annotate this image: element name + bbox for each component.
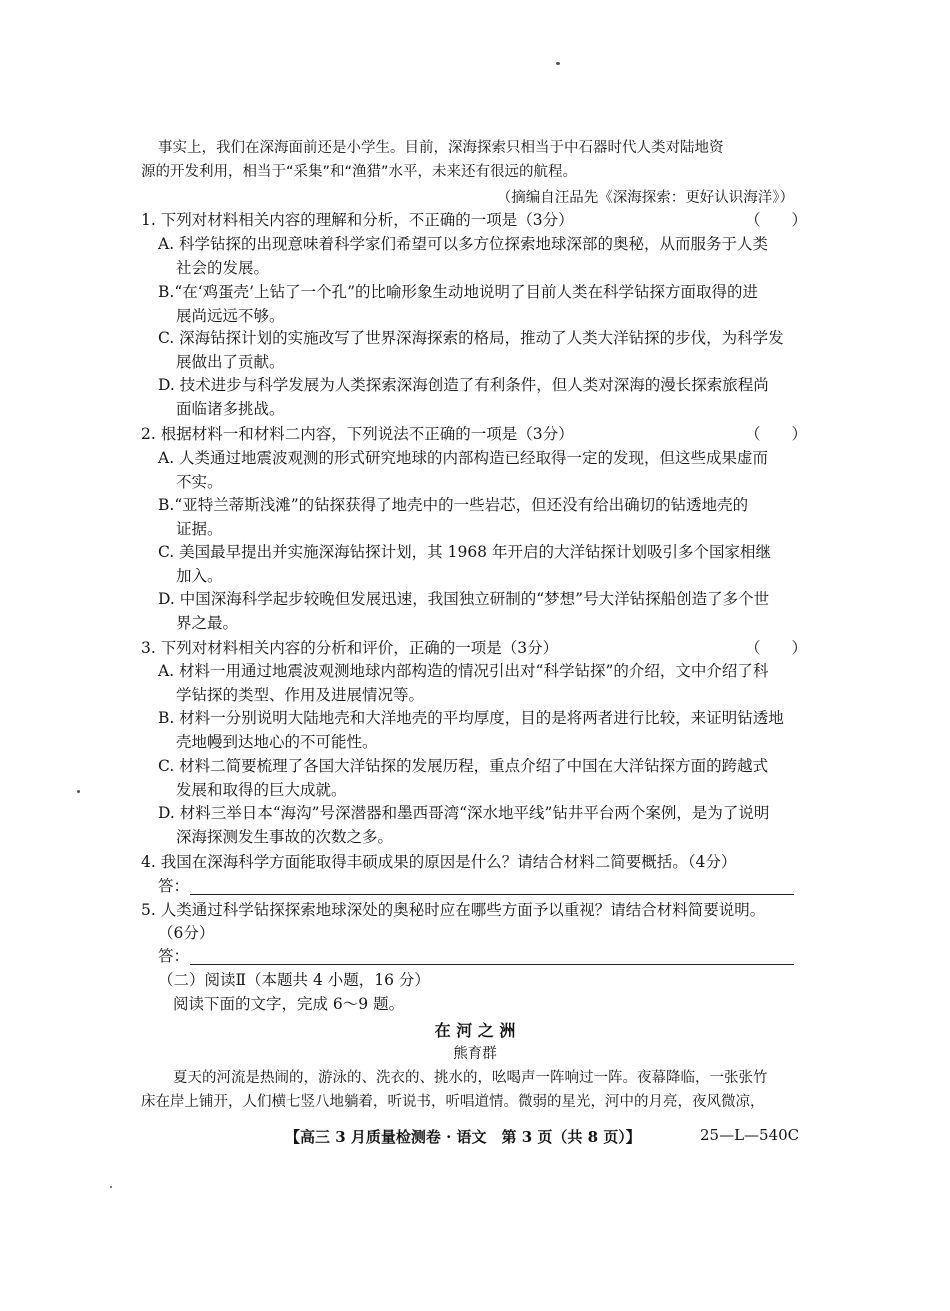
scan-speck xyxy=(110,1186,112,1188)
q2-option-d[interactable]: D. 中国深海科学起步较晚但发展迅速，我国独立研制的“梦想”号大洋钻探船创造了多个世 界之最。 xyxy=(158,590,770,632)
intro-line-2: 源的开发利用，相当于“采集”和“渔猎”水平，未来还有很远的航程。 xyxy=(141,164,578,180)
q3-option-a[interactable]: A. 材料一用通过地震波观测地球内部构造的情况引出对“科学钻探”的介绍，文中介绍了科 学钻探的类型、作用及进展情况等。 xyxy=(158,662,769,704)
q4-answer-label: 答： xyxy=(158,877,190,895)
q5-score: （6分） xyxy=(158,924,215,942)
footer-code: 25—L—540C xyxy=(700,1126,800,1144)
scan-speck xyxy=(77,790,80,793)
q1-option-a[interactable]: A. 科学钻探的出现意味着科学家们希望可以多方位探索地球深部的奥秘，从而服务于人类 社会的发展。 xyxy=(158,235,769,277)
intro-source: （摘编自汪品先《深海探索：更好认识海洋》） xyxy=(496,190,794,206)
q2-option-a[interactable]: A. 人类通过地震波观测的形式研究地球的内部构造已经取得一定的发现，但这些成果虚而 不实。 xyxy=(158,449,769,491)
scan-speck xyxy=(556,62,560,65)
q5-answer-rule xyxy=(190,964,794,965)
q5-stem: 5. 人类通过科学钻探探索地球深处的奥秘时应在哪些方面予以重视？请结合材料简要说明。 xyxy=(141,901,766,919)
q5-answer-line[interactable] xyxy=(158,944,794,968)
q5-answer-label: 答： xyxy=(158,947,190,965)
passage-title: 在 河 之 洲 xyxy=(434,1021,516,1040)
q1-answer-paren[interactable]: （ ） xyxy=(745,211,808,229)
q1-option-c[interactable]: C. 深海钻探计划的实施改写了世界深海探索的格局，推动了人类大洋钻探的步伐，为科学发 展做出了贡献。 xyxy=(158,329,784,371)
q4-answer-line[interactable] xyxy=(158,874,794,898)
q4-answer-rule xyxy=(190,894,794,895)
passage-line-1: 夏天的河流是热闹的，游泳的、洗衣的、挑水的，吆喝声一阵响过一阵。夜幕降临，一张张竹 xyxy=(173,1070,768,1086)
passage-line-2: 床在岸上铺开，人们横七竖八地躺着，听说书，听唱道情。微弱的星光，河中的月亮，夜风微凉， xyxy=(141,1094,765,1110)
q1-option-d[interactable]: D. 技术进步与科学发展为人类探索深海创造了有利条件，但人类对深海的漫长探索旅程尚 面临诸多挑战。 xyxy=(158,376,769,418)
reading2-instruction: 阅读下面的文字，完成 6～9 题。 xyxy=(173,995,405,1013)
q3-stem: 3. 下列对材料相关内容的分析和评价，正确的一项是（3分） xyxy=(141,639,559,657)
passage-author: 熊育群 xyxy=(453,1046,497,1062)
q3-answer-paren[interactable]: （ ） xyxy=(745,639,808,657)
q3-option-c[interactable]: C. 材料二简要梳理了各国大洋钻探的发展历程，重点介绍了中国在大洋钻探方面的跨越式 发展和取得的巨大成就。 xyxy=(158,757,769,799)
reading2-heading: （二）阅读Ⅱ（本题共 4 小题，16 分） xyxy=(158,971,430,989)
q3-option-d[interactable]: D. 材料三举日本“海沟”号深潜器和墨西哥湾“深水地平线”钻井平台两个案例，是为了说明 深海探测发生事故的次数之多。 xyxy=(158,804,770,846)
q2-option-c[interactable]: C. 美国最早提出并实施深海钻探计划，其 1968 年开启的大洋钻探计划吸引多个国家相继 加入。 xyxy=(158,543,771,585)
footer-title: 【高三 3 月质量检测卷 · 语文 第 3 页（共 8 页）】 xyxy=(285,1128,641,1146)
intro-line-1: 事实上，我们在深海面前还是小学生。目前，深海探索只相当于中石器时代人类对陆地资 xyxy=(158,140,724,156)
q2-answer-paren[interactable]: （ ） xyxy=(745,425,808,443)
q1-option-b[interactable]: B.“在‘鸡蛋壳’上钻了一个孔”的比喻形象生动地说明了目前人类在科学钻探方面取得的进 展尚远远不够。 xyxy=(158,283,759,325)
q1-stem: 1. 下列对材料相关内容的理解和分析，不正确的一项是（3分） xyxy=(141,211,574,229)
q4-stem: 4. 我国在深海科学方面能取得丰硕成果的原因是什么？请结合材料二简要概括。（4分） xyxy=(141,853,737,871)
q3-option-b[interactable]: B. 材料一分别说明大陆地壳和大洋地壳的平均厚度，目的是将两者进行比较，来证明钻透地 壳地幔到达地心的不可能性。 xyxy=(158,709,784,751)
q2-option-b[interactable]: B.“亚特兰蒂斯浅滩”的钻探获得了地壳中的一些岩芯，但还没有给出确切的钻透地壳的 证据。 xyxy=(158,496,749,538)
q2-stem: 2. 根据材料一和材料二内容，下列说法不正确的一项是（3分） xyxy=(141,425,574,443)
